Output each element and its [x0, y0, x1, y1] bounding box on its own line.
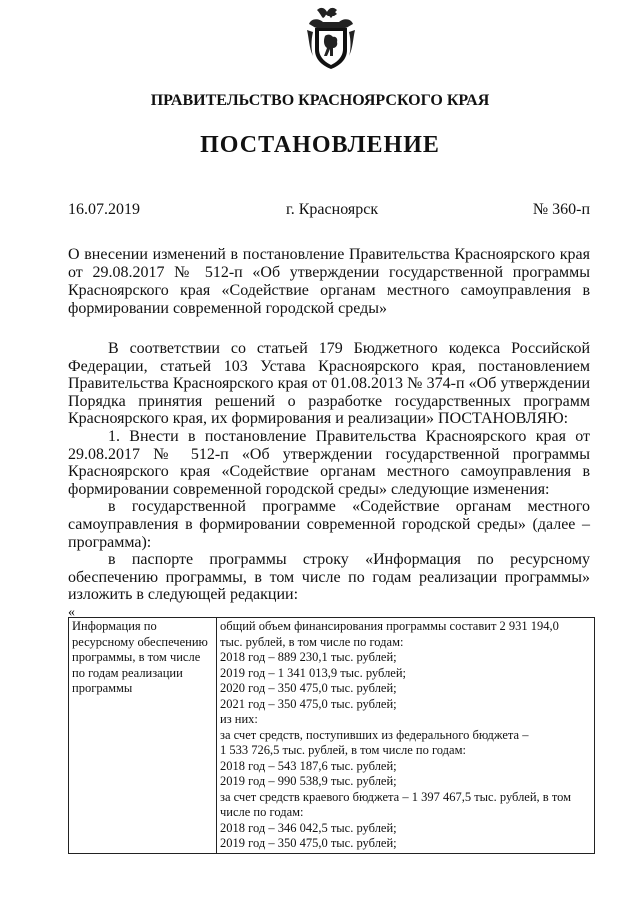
table-line: за счет средств, поступивших из федерального бюджета – — [220, 727, 529, 742]
table-line: из них: — [220, 712, 258, 726]
table-line: числе по годам: — [220, 805, 304, 819]
table-line: 1 533 726,5 тыс. рублей, в том числе по годам: — [220, 743, 466, 757]
coat-of-arms-emblem — [303, 6, 359, 72]
table-line: 2018 год – 889 230,1 тыс. рублей; — [220, 650, 397, 664]
table-line: 2021 год – 350 475,0 тыс. рублей; — [220, 696, 397, 711]
body-paragraph: в государственной программе «Содействие органам местного самоуправления в формировании современной городской среды» (далее – программа): — [68, 498, 590, 551]
body-paragraph: в паспорте программы строку «Информация по ресурсному обеспечению программы, в том числе по годам реализации программы» изложить в следующей редакции: — [68, 551, 590, 604]
opening-quote-mark: « — [68, 605, 75, 620]
table-line: 2019 год – 990 538,9 тыс. рублей; — [220, 774, 397, 788]
table-line: 2019 год – 350 475,0 тыс. рублей; — [220, 836, 397, 850]
document-date: 16.07.2019 — [68, 201, 140, 218]
document-number: № 360-п — [532, 201, 590, 218]
body-paragraph: В соответствии со статьей 179 Бюджетного кодекса Российской Федерации, статьей 103 Устава Красноярского края, постановлением Правительства Красноярского края от 01.08.2013 № 374-п «Об утверждении Порядка принятия решений о разработке государственных программ Красноярского края, их формирования и реализации» ПОСТАНОВЛЯЮ: — [68, 340, 590, 428]
table-line: 2019 год – 1 341 013,9 тыс. рублей; — [220, 665, 407, 680]
table-label-cell: Информация по ресурсному обеспечению программы, в том числе по годам реализации программы — [69, 618, 217, 854]
table-line: тыс. рублей, в том числе по годам: — [220, 634, 404, 649]
resource-table — [68, 617, 595, 854]
table-line: 2020 год – 350 475,0 тыс. рублей; — [220, 681, 397, 695]
document-type-title: ПОСТАНОВЛЕНИЕ — [200, 132, 440, 158]
document-body — [68, 340, 590, 604]
table-line: 2018 год – 543 187,6 тыс. рублей; — [220, 758, 397, 773]
table-line: 2018 год – 346 042,5 тыс. рублей; — [220, 820, 397, 835]
table-line: за счет средств краевого бюджета – 1 397 467,5 тыс. рублей, в том — [220, 789, 572, 804]
table-line: общий объем финансирования программы составит 2 931 194,0 — [220, 619, 559, 633]
document-subject: О внесении изменений в постановление Правительства Красноярского края от 29.08.2017 № 512-п «Об утверждении государственной программы Красноярского края «Содействие органам местного самоуправления в формировании современной городской среды» — [68, 246, 590, 317]
table-row — [69, 618, 595, 854]
government-name: ПРАВИТЕЛЬСТВО КРАСНОЯРСКОГО КРАЯ — [150, 92, 490, 109]
body-paragraph: 1. Внести в постановление Правительства Красноярского края от 29.08.2017 № 512-п «Об утверждении государственной программы Красноярского края «Содействие органам местного самоуправления в формировании современной городской среды» следующие изменения: — [68, 427, 590, 498]
table-value-cell — [217, 618, 595, 854]
document-city: г. Красноярск — [286, 201, 379, 218]
